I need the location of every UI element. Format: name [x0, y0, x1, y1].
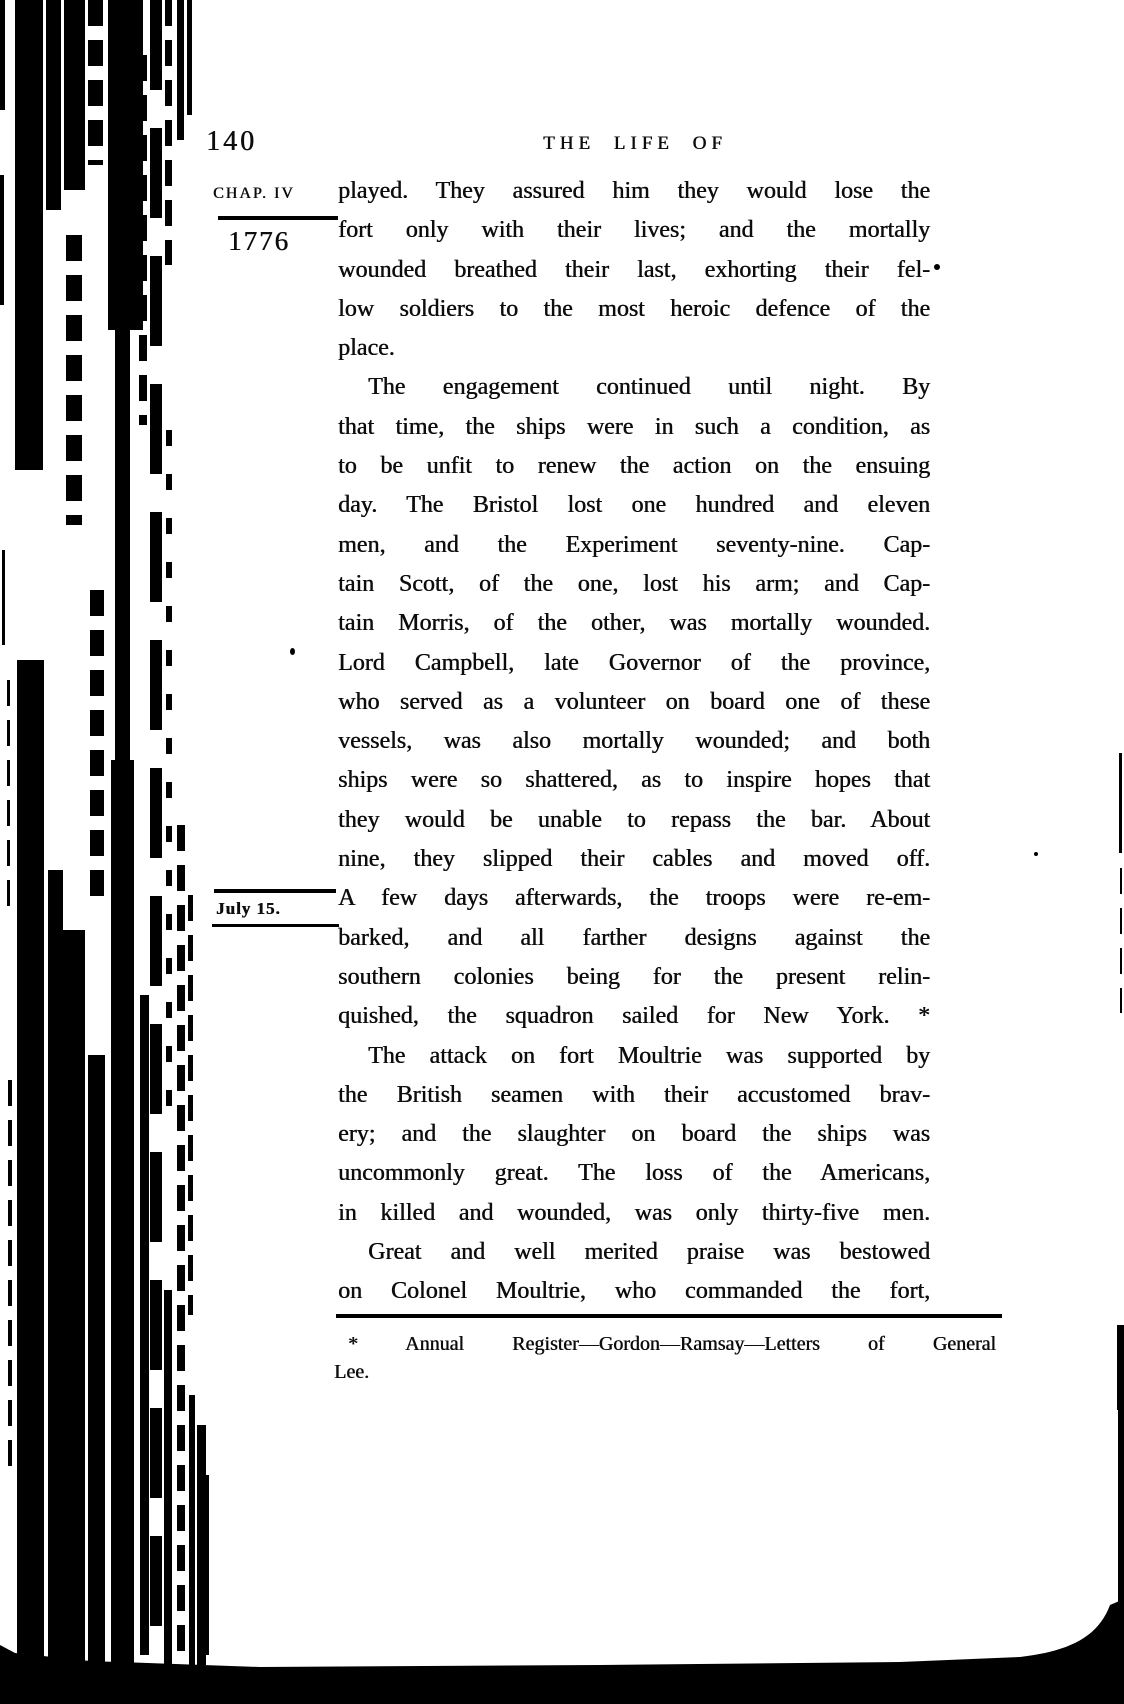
body-line: barked, and all farther designs against the	[338, 924, 930, 951]
margin-note-chapter: CHAP. IV	[213, 185, 295, 202]
scan-speck	[91, 11, 103, 26]
scan-speck	[290, 648, 295, 655]
body-line: men, and the Experiment seventy-nine. Cap-	[338, 531, 930, 558]
margin-rule-date-top	[214, 889, 336, 893]
margin-note-date: July 15.	[216, 899, 281, 918]
body-line: The engagement continued until night. By	[368, 374, 930, 401]
margin-rule-date-bottom	[212, 924, 339, 927]
body-line: played. They assured him they would lose the	[338, 178, 930, 204]
footnote	[334, 1330, 996, 1386]
body-line: Lord Campbell, late Governor of the province,	[338, 649, 930, 676]
body-line: fort only with their lives; and the mortally	[338, 217, 930, 244]
body-line: southern colonies being for the present relin-	[338, 963, 930, 990]
body-line: the British seamen with their accustomed brav-	[338, 1081, 930, 1108]
body-line: they would be unable to repass the bar. About	[338, 806, 930, 833]
running-header: THE LIFE OF	[543, 133, 727, 154]
body-line: on Colonel Moultrie, who commanded the fort,	[338, 1278, 930, 1305]
body-line: ships were so shattered, as to inspire hopes that	[338, 767, 930, 794]
margin-rule-chapter	[218, 216, 338, 220]
body-line: that time, the ships were in such a condition, as	[338, 413, 930, 440]
scan-speck	[1034, 852, 1038, 856]
body-line: quished, the squadron sailed for New York. *	[338, 1003, 930, 1030]
body-line: A few days afterwards, the troops were re-em-	[338, 885, 930, 912]
scan-artifact-bottom-band	[0, 1595, 1124, 1704]
footnote-rule	[336, 1314, 1002, 1318]
body-line: ery; and the slaughter on board the ships was	[338, 1121, 930, 1148]
body-line: place.	[338, 335, 395, 362]
scan-speck	[934, 264, 940, 270]
body-line: who served as a volunteer on board one of these	[338, 688, 930, 715]
body-text	[338, 172, 930, 1312]
body-line: in killed and wounded, was only thirty-five men.	[338, 1199, 930, 1226]
body-line: tain Scott, of the one, lost his arm; and Cap-	[338, 570, 930, 597]
body-line: to be unfit to renew the action on the ensuing	[338, 453, 930, 480]
body-line: nine, they slipped their cables and moved off.	[338, 846, 930, 873]
body-line: tain Morris, of the other, was mortally wounded.	[338, 610, 930, 637]
page-number: 140	[206, 126, 257, 157]
footnote-line: * Annual Register—Gordon—Ramsay—Letters of General	[348, 1333, 996, 1355]
body-line: The attack on fort Moultrie was supported by	[368, 1042, 930, 1069]
body-line: day. The Bristol lost one hundred and eleven	[338, 492, 930, 519]
body-line: low soldiers to the most heroic defence of the	[338, 295, 930, 322]
body-line: vessels, was also mortally wounded; and both	[338, 728, 930, 755]
body-line: wounded breathed their last, exhorting their fel-	[338, 256, 930, 283]
body-line: Great and well merited praise was bestowed	[368, 1239, 930, 1266]
footnote-line: Lee.	[334, 1361, 369, 1383]
body-line: uncommonly great. The loss of the Americans,	[338, 1160, 930, 1187]
margin-note-year: 1776	[228, 226, 290, 256]
